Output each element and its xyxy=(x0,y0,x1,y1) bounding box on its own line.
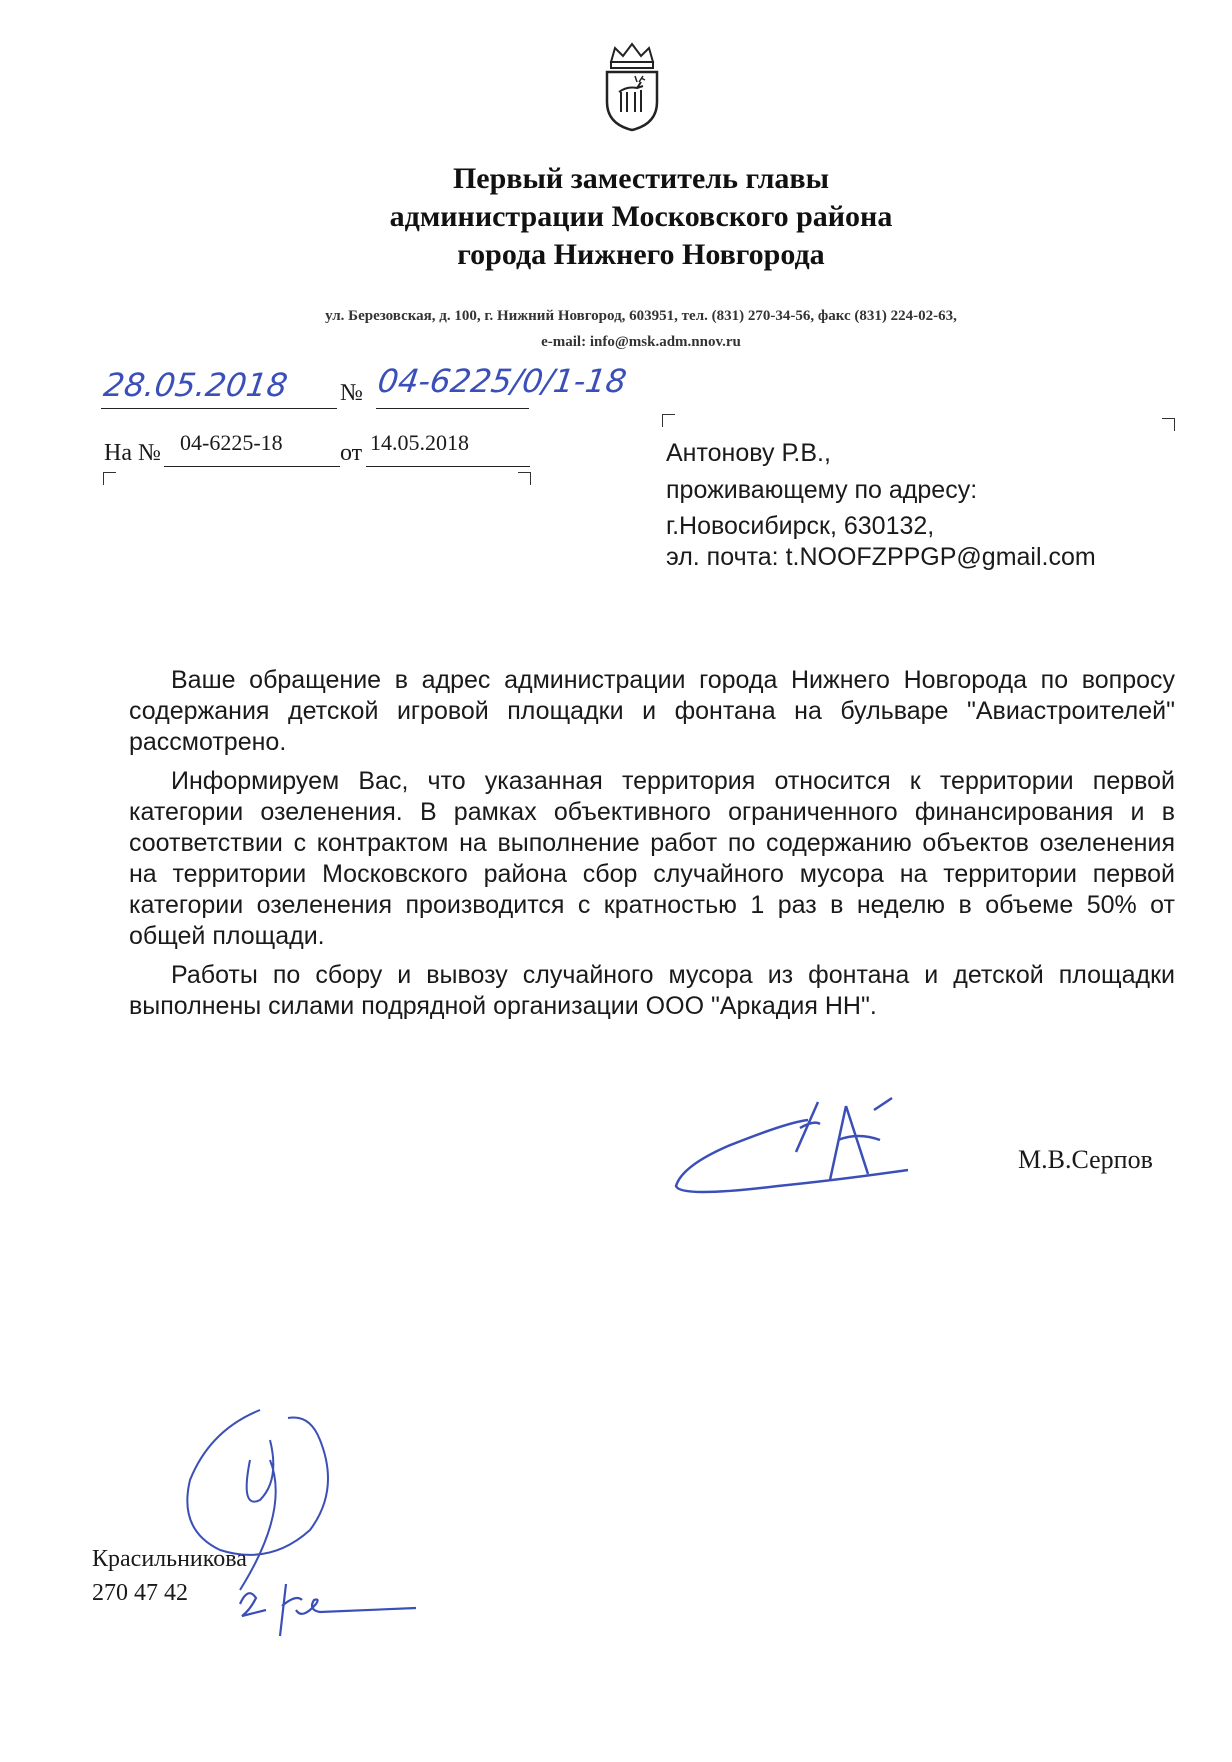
executor-phone: 270 47 42 xyxy=(92,1580,188,1606)
recipient-name: Антонову Р.В., xyxy=(666,439,831,467)
org-title-line-2: администрации Московского района xyxy=(389,200,893,233)
recipient-email: эл. почта: t.NOOFZPPGP@gmail.com xyxy=(666,543,1096,571)
coat-of-arms-icon xyxy=(597,42,667,132)
outgoing-number-sign: № xyxy=(340,380,363,406)
signatory-name: М.В.Серпов xyxy=(1018,1145,1153,1174)
corner-mark-recipient-left xyxy=(662,414,675,427)
org-title-line-3: города Нижнего Новгорода xyxy=(457,238,825,271)
reference-number: 04-6225-18 xyxy=(180,430,283,455)
signature-mark xyxy=(668,1090,948,1200)
reference-from-label: от xyxy=(340,440,363,466)
email-line: e-mail: info@msk.adm.nnov.ru xyxy=(541,334,741,350)
body-paragraph-3: Работы по сбору и вывозу случайного мусора из фонтана и детской площадки выполнены силами подрядной организации ООО "Аркадия НН". xyxy=(129,961,1175,1020)
body-paragraph-1: Ваше обращение в адрес администрации города Нижнего Новгорода по вопросу содержания детской игровой площадки и фонтана на бульваре "Авиастроителей" рассмотрено. xyxy=(129,666,1175,756)
corner-mark-top-left xyxy=(103,472,116,485)
corner-mark-recipient-right xyxy=(1162,418,1175,431)
letter-body xyxy=(129,665,1175,1025)
reference-prefix: На № xyxy=(104,440,161,466)
org-title-line-1: Первый заместитель главы xyxy=(452,162,830,195)
outgoing-date: 28.05.2018 xyxy=(101,366,290,404)
reference-date: 14.05.2018 xyxy=(370,430,469,455)
address-line: ул. Березовская, д. 100, г. Нижний Новгород, 603951, тел. (831) 270-34-56, факс (831) 224-02-63, xyxy=(325,308,957,324)
outgoing-date-line xyxy=(101,408,337,409)
executor-initials-mark xyxy=(236,1570,426,1640)
outgoing-number: 04-6225/0/1-18 xyxy=(375,362,629,400)
recipient-city: г.Новосибирск, 630132, xyxy=(666,512,935,540)
reference-number-line xyxy=(164,466,340,467)
body-paragraph-2: Информируем Вас, что указанная территория относится к территории первой категории озеленения. В рамках объективного ограниченного финансирования и в соответствии с контрактом на выполнение работ по содержанию объектов озеленения на территории Московского района сбор случайного мусора на территории первой категории озеленения производится с кратностью 1 раз в неделю в объеме 50% от общей площади. xyxy=(129,767,1175,950)
reference-date-line xyxy=(366,466,530,467)
recipient-address-label: проживающему по адресу: xyxy=(666,476,978,504)
corner-mark-top-right xyxy=(518,472,531,485)
outgoing-number-line xyxy=(376,408,529,409)
executor-name: Красильникова xyxy=(92,1546,247,1572)
